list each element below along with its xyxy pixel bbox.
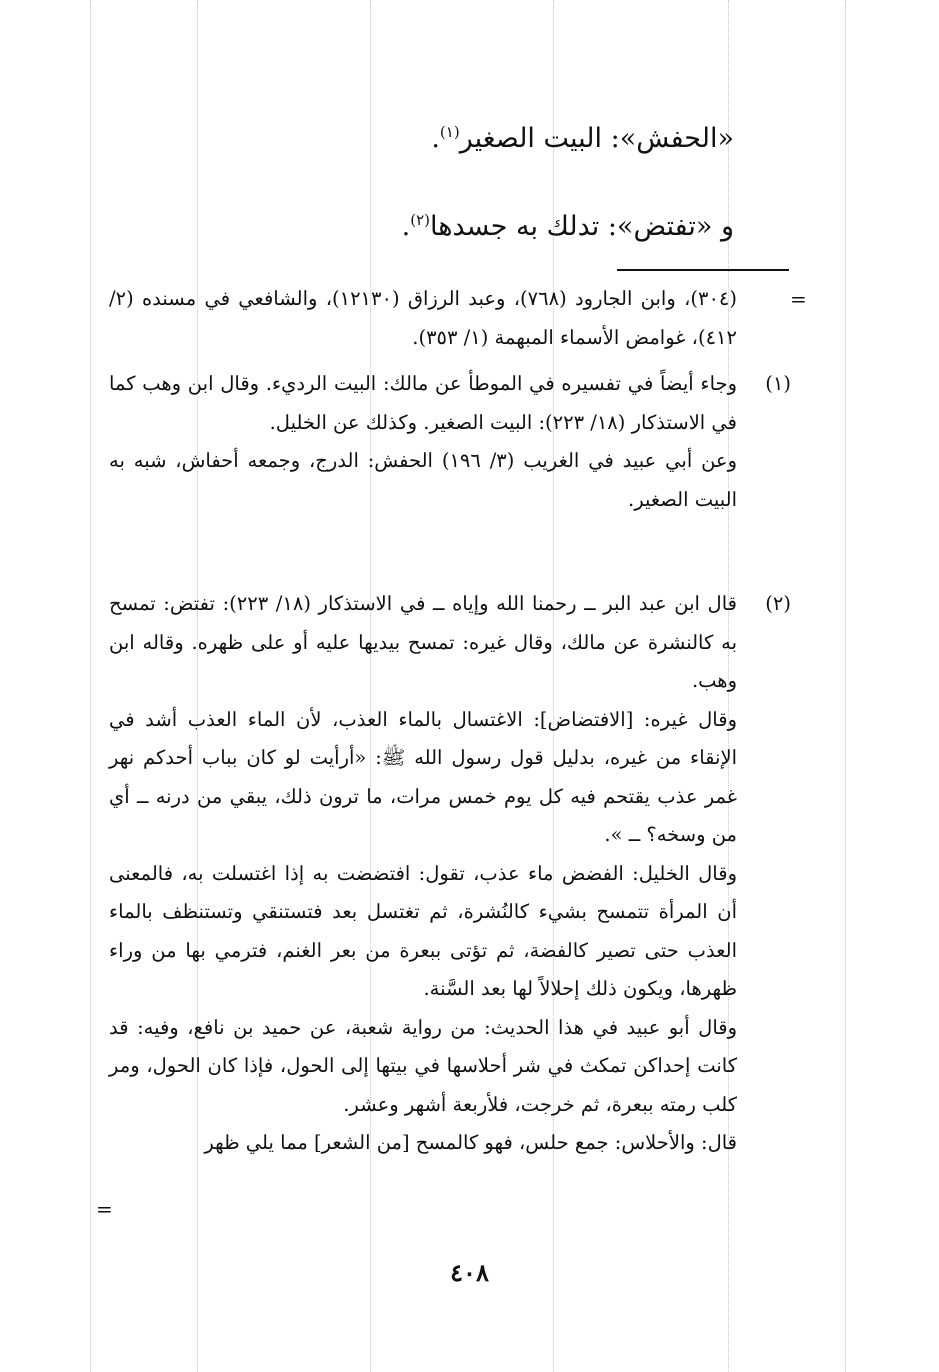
footnote-ref: (١) bbox=[439, 123, 460, 141]
punctuation: . bbox=[401, 211, 411, 242]
punctuation: . bbox=[431, 123, 440, 154]
prev-footnote-continuation bbox=[109, 280, 737, 357]
footnote-2 bbox=[109, 585, 737, 1163]
footnote-paragraph: وقال غيره: [الافتضاض]: الاغتسال بالماء العذب، لأن الماء العذب أشد في الإنقاء من غيره، بدليل قول رسول الله ﷺ: «أرأيت لو كان بباب أحدكم نهر غمر عذب يقتحم فيه كل يوم خمس مرات، ما ترون ذلك، يبقي من درنه ــ أي من وسخه؟ ــ ». bbox=[109, 707, 737, 846]
main-text-line-1 bbox=[431, 112, 734, 159]
footnote-paragraph: وقال الخليل: الفضض ماء عذب، تقول: افتضضت به إذا اغتسلت به، فالمعنى أن المرأة تتمسح بشيء كالنُشرة، ثم تغتسل بعد فتستنقي وتستنظف بالماء العذب حتى تصير كالفضة، ثم تؤتى ببعرة من بعر الغنم، فترمي بها من وراء ظهرها، ويكون ذلك إحلالاً لها بعد السَّنة. bbox=[109, 861, 737, 1000]
page-number: ٤٠٨ bbox=[450, 1258, 489, 1287]
footnote-1 bbox=[109, 365, 737, 519]
main-text-line-2 bbox=[402, 200, 734, 247]
footnote-paragraph: وقال أبو عبيد في هذا الحديث: من رواية شعبة، عن حميد بن نافع، وفيه: قد كانت إحداكن تمكث في شر أحلاسها في بيتها إلى الحول، فإذا كان الحول، ومر كلب رمته ببعرة، ثم خرجت، فلأربعة أشهر وعشر. bbox=[109, 1015, 737, 1116]
footnote-ref: (٢) bbox=[410, 211, 431, 229]
footnote-paragraph: (٣٠٤)، وابن الجارود (٧٦٨)، وعبد الرزاق (١٢١٣٠)، والشافعي في مسنده (٢/ ٤١٢)، غوامض الأسماء المبهمة (١/ ٣٥٣). bbox=[109, 287, 737, 349]
guide-line bbox=[845, 0, 846, 1372]
continuation-mark: = bbox=[790, 287, 807, 311]
footnote-paragraph: قال ابن عبد البر ــ رحمنا الله وإياه ــ في الاستذكار (١٨/ ٢٢٣): تفتض: تمسح به كالنشرة عن مالك، وقال غيره: تمسح بيديها عليه أو على ظهره. وقاله ابن وهب. bbox=[109, 592, 737, 692]
continuation-end-mark: = bbox=[96, 1197, 113, 1221]
main-text: و «تفتض»: تدلك به جسدها bbox=[430, 211, 734, 242]
footnote-paragraph: وجاء أيضاً في تفسيره في الموطأ عن مالك: البيت الرديء. وقال ابن وهب كما في الاستذكار (١٨/ ٢٢٣): البيت الصغير. وكذلك عن الخليل. bbox=[109, 372, 737, 434]
footnote-number: (٢) bbox=[765, 592, 791, 615]
guide-line bbox=[90, 0, 91, 1372]
footnote-separator bbox=[617, 269, 789, 271]
footnote-paragraph: وعن أبي عبيد في الغريب (٣/ ١٩٦) الحفش: الدرج، وجمعه أحفاش، شبه به البيت الصغير. bbox=[109, 449, 737, 511]
footnote-paragraph: قال: والأحلاس: جمع حلس، فهو كالمسح [من الشعر] مما يلي ظهر bbox=[204, 1131, 737, 1154]
main-text: «الحفش»: البيت الصغير bbox=[459, 123, 734, 154]
footnote-number: (١) bbox=[765, 372, 791, 395]
